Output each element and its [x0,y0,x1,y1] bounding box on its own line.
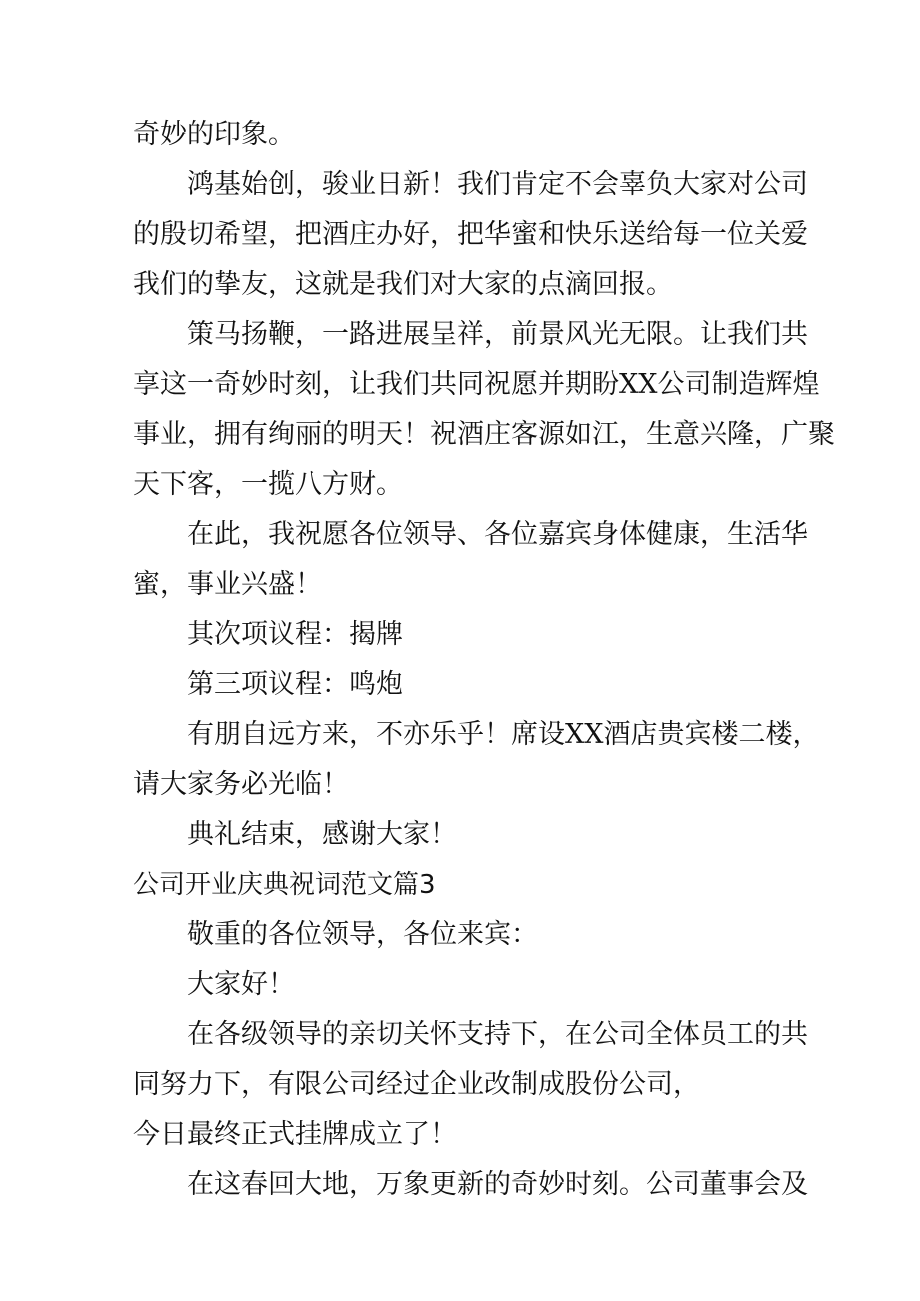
text-line: 请大家务必光临！ [133,769,349,800]
text-line: 天下客，一揽八方财。 [133,469,403,500]
text-line: 奇妙的印象。 [133,119,295,150]
paragraph-start: 在各级领导的亲切关怀支持下，在公司全体员工的共 [187,1019,808,1050]
text-line: 同努力下，有限公司经过企业改制成股份公司， [133,1069,700,1100]
greeting: 大家好！ [187,969,295,1000]
paragraph-start: 策马扬鞭，一路进展呈祥，前景风光无限。让我们共 [187,319,808,350]
paragraph-start: 在此，我祝愿各位领导、各位嘉宾身体健康，生活华 [187,519,808,550]
paragraph-start: 鸿基始创，骏业日新！我们肯定不会辜负大家对公司 [187,169,808,200]
agenda-item: 第三项议程：鸣炮 [187,669,403,700]
text-line: 事业，拥有绚丽的明天！祝酒庄客源如江，生意兴隆，广聚 [133,419,835,450]
paragraph-start: 有朋自远方来，不亦乐乎！席设XX酒店贵宾楼二楼， [187,719,820,750]
salutation: 敬重的各位领导，各位来宾： [187,919,538,950]
text-line: 今日最终正式挂牌成立了！ [133,1119,457,1150]
text-line: 我们的挚友，这就是我们对大家的点滴回报。 [133,269,673,300]
paragraph-start: 典礼结束，感谢大家！ [187,819,457,850]
agenda-item: 其次项议程：揭牌 [187,619,403,650]
paragraph-start: 在这春回大地，万象更新的奇妙时刻。公司董事会及 [187,1169,808,1200]
text-line: 的殷切希望，把酒庄办好，把华蜜和快乐送给每一位关爱 [133,219,808,250]
text-line: 享这一奇妙时刻，让我们共同祝愿并期盼XX公司制造辉煌 [133,369,820,400]
text-line: 蜜，事业兴盛！ [133,569,322,600]
section-heading: 公司开业庆典祝词范文篇3 [133,870,436,900]
